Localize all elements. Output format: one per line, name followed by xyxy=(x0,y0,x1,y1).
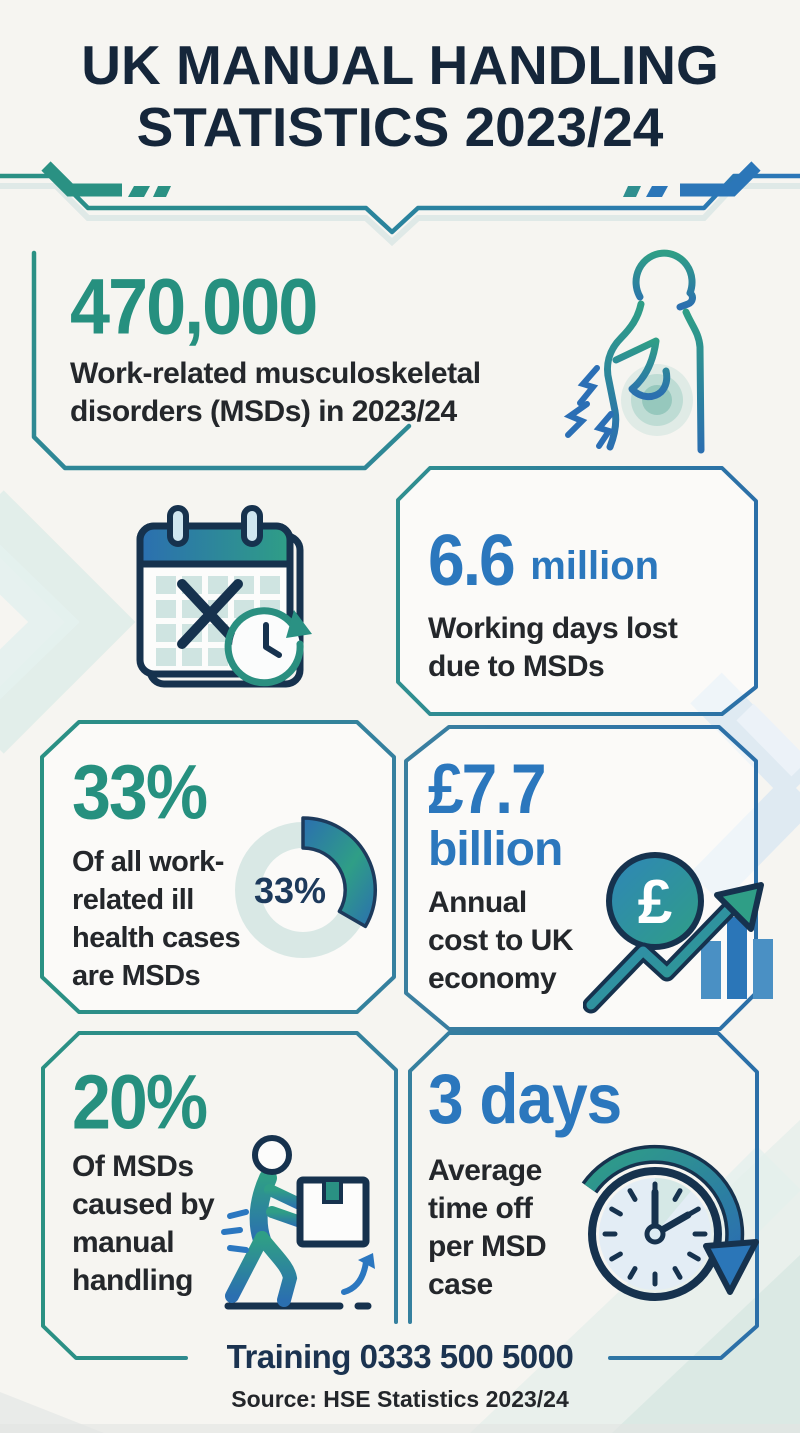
stat-manual-handling-caption-line2: caused by xyxy=(72,1188,215,1221)
donut-chart xyxy=(228,815,378,965)
calendar-cancelled-icon xyxy=(118,492,318,697)
divider-left-dash xyxy=(128,186,150,197)
stat-annual-cost-value: £7.7 xyxy=(428,749,545,829)
stat-avg-time-off-value: 3 days xyxy=(428,1059,622,1139)
donut-value-label: 33% xyxy=(253,870,327,911)
poster-title-line2: STATISTICS 2023/24 xyxy=(136,96,664,158)
person-back-pain-icon xyxy=(537,240,762,465)
stat-days-lost-caption-line1: Working days lost xyxy=(428,612,678,645)
bar-chart-bar xyxy=(727,917,747,999)
person-carrying-box-icon xyxy=(192,1128,397,1323)
stat-ill-health-value: 33% xyxy=(72,749,207,835)
stat-ill-health-caption-line4: are MSDs xyxy=(72,960,201,992)
divider-left-dash-small xyxy=(153,186,171,197)
stat-manual-handling-caption-line1: Of MSDs xyxy=(72,1150,194,1183)
stat-manual-handling-value: 20% xyxy=(72,1059,207,1145)
bar-chart-bar xyxy=(753,939,773,999)
stat-days-lost-value: 6.6 xyxy=(428,519,514,601)
stat-msd-total-caption-line1: Work-related musculoskeletal xyxy=(70,357,481,390)
pound-symbol: £ xyxy=(637,868,673,937)
stat-avg-time-off-caption-line3: per MSD xyxy=(428,1230,547,1263)
stat-annual-cost-caption-line3: economy xyxy=(428,962,557,995)
stat-msd-total-value: 470,000 xyxy=(70,263,317,352)
stat-avg-time-off-caption-line2: time off xyxy=(428,1192,533,1225)
clock-arrow-head xyxy=(706,1242,756,1292)
stat-annual-cost-caption-line1: Annual xyxy=(428,886,527,919)
stat-manual-handling-caption-line3: manual xyxy=(72,1226,175,1259)
stat-avg-time-off-caption-line4: case xyxy=(428,1268,493,1301)
divider-right-accent xyxy=(680,166,756,190)
stat-ill-health-caption-line3: health cases xyxy=(72,922,241,954)
stat-annual-cost-unit: billion xyxy=(428,823,563,876)
divider-left-accent xyxy=(46,166,122,190)
divider-right-dash-small xyxy=(623,186,641,197)
bar-chart-bar xyxy=(701,941,721,999)
pound-growth-icon xyxy=(583,843,788,1023)
bottom-strip xyxy=(0,1424,800,1433)
box-tape xyxy=(324,1180,341,1202)
stat-ill-health-caption-line2: related ill xyxy=(72,884,194,916)
stat-avg-time-off-caption-line1: Average xyxy=(428,1154,542,1187)
training-phone-number: Training 0333 500 5000 xyxy=(226,1338,574,1375)
poster-title xyxy=(0,34,800,158)
stat-annual-cost-caption-line2: cost to UK xyxy=(428,924,573,957)
stat-days-lost-caption-line2: due to MSDs xyxy=(428,650,605,683)
source-note: Source: HSE Statistics 2023/24 xyxy=(231,1386,569,1412)
stat-ill-health-caption-line1: Of all work- xyxy=(72,846,224,878)
stat-manual-handling-caption-line4: handling xyxy=(72,1264,193,1297)
poster-title-line1: UK MANUAL HANDLING xyxy=(81,34,719,96)
divider-right-dash xyxy=(646,186,668,197)
stat-msd-total-caption-line2: disorders (MSDs) in 2023/24 xyxy=(70,395,457,428)
clock-rewind-icon xyxy=(570,1140,770,1335)
stat-days-lost-unit: million xyxy=(530,544,660,588)
